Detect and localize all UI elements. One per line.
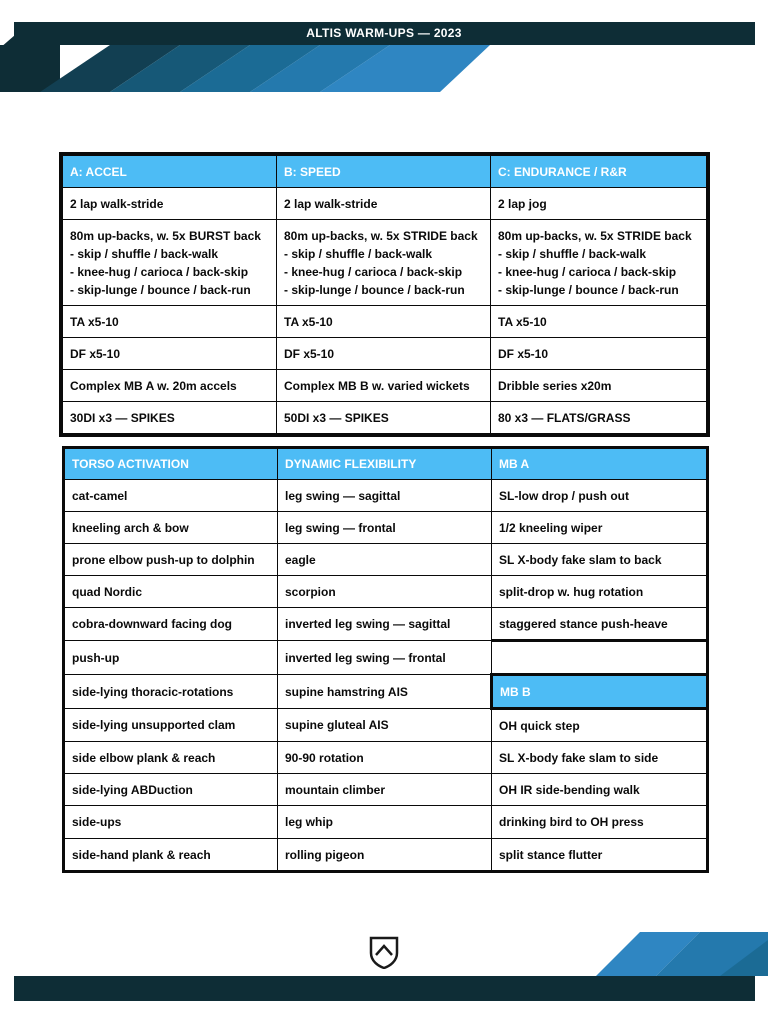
table-cell: 50DI x3 — SPIKES (277, 402, 491, 434)
table-cell: inverted leg swing — sagittal (278, 608, 492, 641)
table-cell: 2 lap jog (491, 188, 707, 220)
table-cell: side elbow plank & reach (64, 742, 278, 774)
table-cell: leg swing — sagittal (278, 480, 492, 512)
page-title: ALTIS WARM-UPS — 2023 (306, 26, 462, 40)
table-cell: 30DI x3 — SPIKES (63, 402, 277, 434)
table-cell: Complex MB B w. varied wickets (277, 370, 491, 402)
header-mb-b: MB B (492, 675, 708, 709)
table-cell: side-lying ABDuction (64, 774, 278, 806)
table-cell: split stance flutter (492, 839, 708, 872)
table-cell: side-hand plank & reach (64, 839, 278, 872)
table-cell: OH quick step (492, 709, 708, 742)
table-cell: supine hamstring AIS (278, 675, 492, 709)
table-cell: SL X-body fake slam to side (492, 742, 708, 774)
header-mb-a: MB A (492, 448, 708, 480)
table-cell: scorpion (278, 576, 492, 608)
warmup-table-primary (62, 155, 707, 434)
table-cell: TA x5-10 (491, 306, 707, 338)
table-cell: 2 lap walk-stride (277, 188, 491, 220)
table-cell: 1/2 kneeling wiper (492, 512, 708, 544)
header-dynamic-flexibility: DYNAMIC FLEXIBILITY (278, 448, 492, 480)
header-endurance: C: ENDURANCE / R&R (491, 156, 707, 188)
footer-bar (14, 976, 755, 1001)
table-cell: rolling pigeon (278, 839, 492, 872)
table-cell: 80m up-backs, w. 5x STRIDE back - skip / shuffle / back-walk - knee-hug / carioca / back-skip - skip-lunge / bounce / back-run (491, 220, 707, 306)
table-cell: Complex MB A w. 20m accels (63, 370, 277, 402)
shield-logo-icon (369, 935, 399, 969)
table-cell: SL-low drop / push out (492, 480, 708, 512)
warmup-table-secondary (62, 446, 709, 873)
header-accel: A: ACCEL (63, 156, 277, 188)
table-cell: side-lying unsupported clam (64, 709, 278, 742)
table-cell: leg swing — frontal (278, 512, 492, 544)
table-cell: cobra-downward facing dog (64, 608, 278, 641)
table-cell: push-up (64, 641, 278, 675)
blank-cell (492, 641, 708, 675)
table-cell: cat-camel (64, 480, 278, 512)
table-cell: supine gluteal AIS (278, 709, 492, 742)
table-cell: 80m up-backs, w. 5x BURST back - skip / shuffle / back-walk - knee-hug / carioca / back-skip - skip-lunge / bounce / back-run (63, 220, 277, 306)
table-cell: eagle (278, 544, 492, 576)
table-cell: prone elbow push-up to dolphin (64, 544, 278, 576)
table-cell: drinking bird to OH press (492, 806, 708, 839)
table-cell: side-ups (64, 806, 278, 839)
table-cell: side-lying thoracic-rotations (64, 675, 278, 709)
table-cell: TA x5-10 (63, 306, 277, 338)
table-cell: quad Nordic (64, 576, 278, 608)
table-cell: OH IR side-bending walk (492, 774, 708, 806)
table-cell: staggered stance push-heave (492, 608, 708, 641)
table-cell: SL X-body fake slam to back (492, 544, 708, 576)
table-cell: TA x5-10 (277, 306, 491, 338)
table-cell: mountain climber (278, 774, 492, 806)
table-cell: kneeling arch & bow (64, 512, 278, 544)
table-cell: 80m up-backs, w. 5x STRIDE back - skip / shuffle / back-walk - knee-hug / carioca / back-skip - skip-lunge / bounce / back-run (277, 220, 491, 306)
header-speed: B: SPEED (277, 156, 491, 188)
table-cell: split-drop w. hug rotation (492, 576, 708, 608)
table-cell: DF x5-10 (63, 338, 277, 370)
header-decoration (0, 0, 768, 95)
header-torso-activation: TORSO ACTIVATION (64, 448, 278, 480)
table-cell: Dribble series x20m (491, 370, 707, 402)
table-cell: 90-90 rotation (278, 742, 492, 774)
table-cell: DF x5-10 (491, 338, 707, 370)
table-cell: DF x5-10 (277, 338, 491, 370)
table-cell: inverted leg swing — frontal (278, 641, 492, 675)
table-cell: leg whip (278, 806, 492, 839)
table-cell: 2 lap walk-stride (63, 188, 277, 220)
table-cell: 80 x3 — FLATS/GRASS (491, 402, 707, 434)
